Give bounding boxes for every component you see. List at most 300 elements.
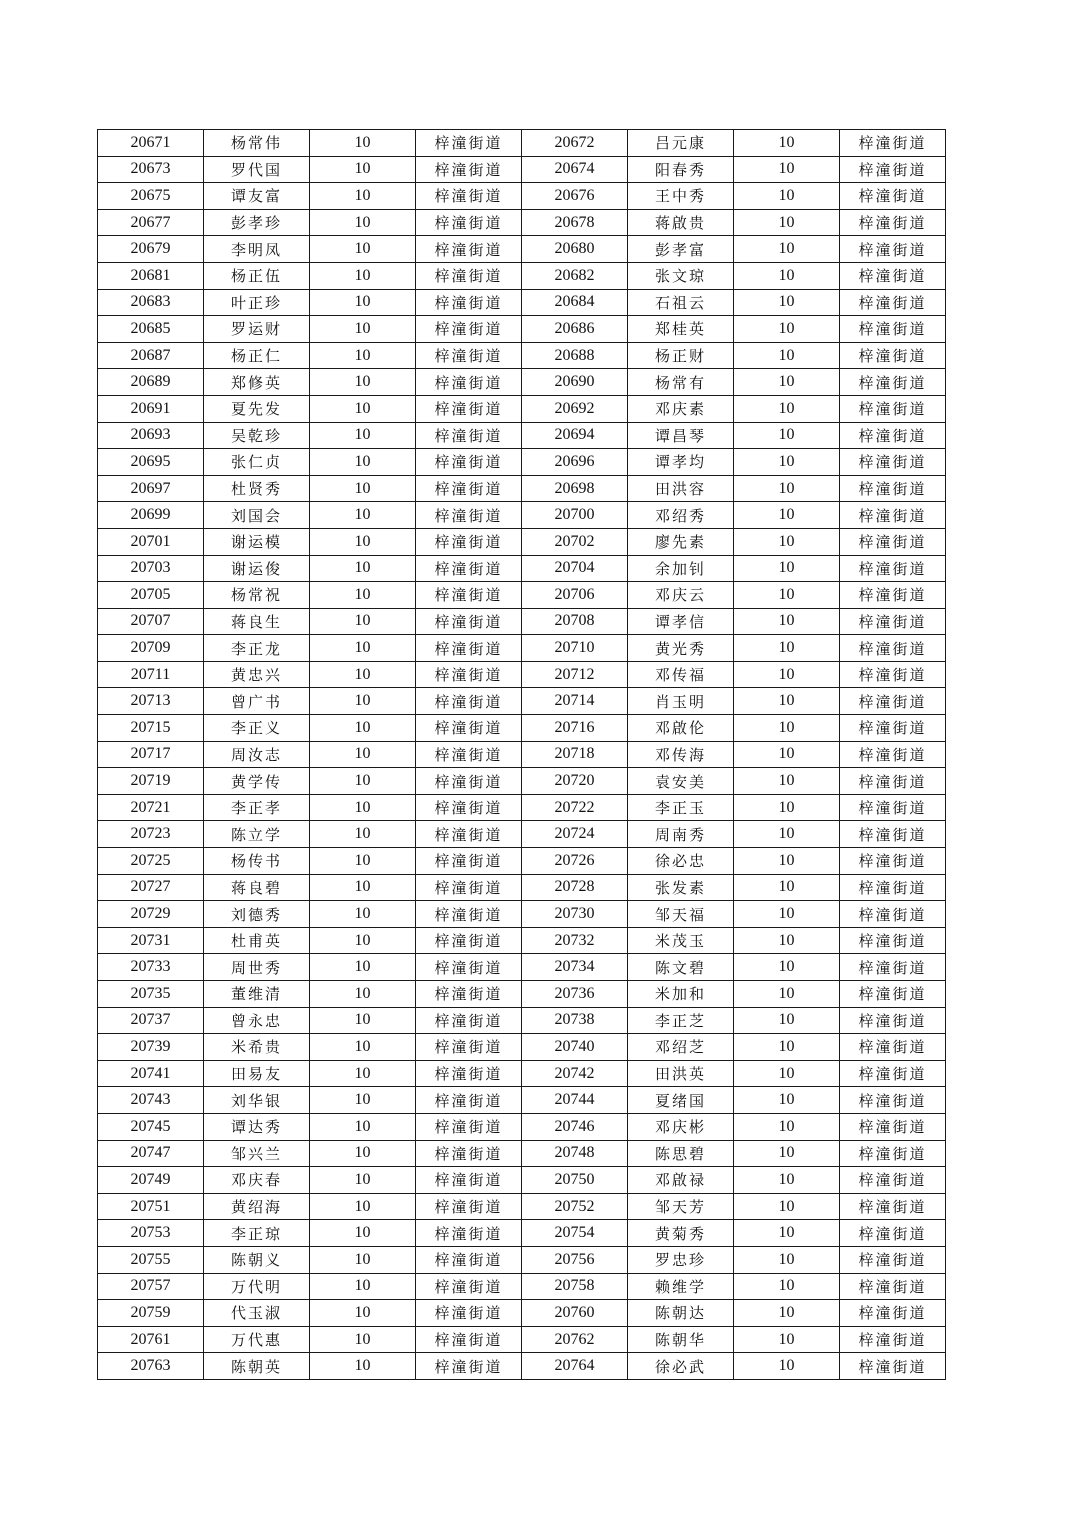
table-row	[98, 1034, 946, 1061]
cell-district: 梓潼街道	[840, 608, 946, 635]
cell-amount: 10	[310, 183, 416, 210]
cell-amount: 10	[734, 715, 840, 742]
cell-num: 20671	[98, 130, 204, 157]
cell-district: 梓潼街道	[840, 954, 946, 981]
cell-num: 20703	[98, 555, 204, 582]
table-row	[98, 316, 946, 343]
cell-name: 黄菊秀	[628, 1220, 734, 1247]
cell-district: 梓潼街道	[840, 1167, 946, 1194]
cell-amount: 10	[310, 874, 416, 901]
cell-district: 梓潼街道	[416, 1007, 522, 1034]
cell-num: 20690	[522, 369, 628, 396]
cell-district: 梓潼街道	[840, 794, 946, 821]
cell-amount: 10	[310, 262, 416, 289]
cell-num: 20715	[98, 715, 204, 742]
cell-num: 20745	[98, 1113, 204, 1140]
cell-amount: 10	[734, 130, 840, 157]
cell-district: 梓潼街道	[840, 449, 946, 476]
cell-district: 梓潼街道	[416, 130, 522, 157]
cell-district: 梓潼街道	[840, 635, 946, 662]
cell-amount: 10	[310, 661, 416, 688]
cell-name: 彭孝富	[628, 236, 734, 263]
cell-amount: 10	[734, 1326, 840, 1353]
cell-num: 20679	[98, 236, 204, 263]
table-row	[98, 262, 946, 289]
cell-district: 梓潼街道	[840, 475, 946, 502]
cell-amount: 10	[310, 794, 416, 821]
cell-num: 20763	[98, 1353, 204, 1380]
cell-num: 20709	[98, 635, 204, 662]
cell-amount: 10	[310, 608, 416, 635]
cell-amount: 10	[310, 1326, 416, 1353]
table-row	[98, 1246, 946, 1273]
cell-district: 梓潼街道	[840, 1087, 946, 1114]
cell-district: 梓潼街道	[416, 1167, 522, 1194]
cell-amount: 10	[734, 1220, 840, 1247]
cell-amount: 10	[310, 1193, 416, 1220]
cell-district: 梓潼街道	[840, 528, 946, 555]
table-row	[98, 608, 946, 635]
cell-district: 梓潼街道	[840, 927, 946, 954]
cell-district: 梓潼街道	[840, 741, 946, 768]
table-row	[98, 874, 946, 901]
cell-district: 梓潼街道	[416, 635, 522, 662]
table-row	[98, 1167, 946, 1194]
cell-num: 20694	[522, 422, 628, 449]
cell-name: 万代明	[204, 1273, 310, 1300]
cell-district: 梓潼街道	[840, 1113, 946, 1140]
cell-amount: 10	[734, 901, 840, 928]
table-row	[98, 183, 946, 210]
cell-num: 20733	[98, 954, 204, 981]
cell-name: 陈朝达	[628, 1300, 734, 1327]
cell-name: 邓庆春	[204, 1167, 310, 1194]
table-row	[98, 395, 946, 422]
cell-name: 杨正财	[628, 342, 734, 369]
cell-district: 梓潼街道	[840, 1007, 946, 1034]
cell-amount: 10	[734, 289, 840, 316]
table-row	[98, 1273, 946, 1300]
cell-num: 20691	[98, 395, 204, 422]
cell-name: 刘国会	[204, 502, 310, 529]
table-row	[98, 794, 946, 821]
cell-amount: 10	[310, 901, 416, 928]
cell-num: 20686	[522, 316, 628, 343]
cell-amount: 10	[734, 528, 840, 555]
cell-district: 梓潼街道	[840, 1326, 946, 1353]
cell-district: 梓潼街道	[416, 156, 522, 183]
cell-district: 梓潼街道	[840, 661, 946, 688]
cell-amount: 10	[310, 1273, 416, 1300]
cell-district: 梓潼街道	[416, 342, 522, 369]
cell-num: 20675	[98, 183, 204, 210]
cell-name: 谭孝信	[628, 608, 734, 635]
cell-name: 廖先素	[628, 528, 734, 555]
cell-name: 代玉淑	[204, 1300, 310, 1327]
table-row	[98, 821, 946, 848]
cell-district: 梓潼街道	[416, 608, 522, 635]
table-row	[98, 209, 946, 236]
cell-amount: 10	[310, 130, 416, 157]
cell-num: 20699	[98, 502, 204, 529]
cell-name: 邓传海	[628, 741, 734, 768]
table-row	[98, 475, 946, 502]
cell-district: 梓潼街道	[840, 1034, 946, 1061]
cell-num: 20714	[522, 688, 628, 715]
cell-district: 梓潼街道	[416, 901, 522, 928]
cell-district: 梓潼街道	[416, 848, 522, 875]
cell-amount: 10	[734, 1193, 840, 1220]
cell-num: 20756	[522, 1246, 628, 1273]
cell-amount: 10	[310, 1167, 416, 1194]
cell-name: 邓庆云	[628, 582, 734, 609]
cell-district: 梓潼街道	[840, 502, 946, 529]
cell-num: 20759	[98, 1300, 204, 1327]
cell-name: 邓传福	[628, 661, 734, 688]
cell-district: 梓潼街道	[840, 395, 946, 422]
cell-num: 20749	[98, 1167, 204, 1194]
table-row	[98, 927, 946, 954]
cell-district: 梓潼街道	[416, 449, 522, 476]
cell-district: 梓潼街道	[416, 768, 522, 795]
cell-district: 梓潼街道	[840, 289, 946, 316]
table-row	[98, 502, 946, 529]
cell-amount: 10	[734, 981, 840, 1008]
cell-district: 梓潼街道	[416, 1193, 522, 1220]
cell-district: 梓潼街道	[416, 528, 522, 555]
cell-amount: 10	[734, 848, 840, 875]
cell-num: 20725	[98, 848, 204, 875]
cell-amount: 10	[310, 981, 416, 1008]
cell-name: 刘华银	[204, 1087, 310, 1114]
cell-num: 20723	[98, 821, 204, 848]
cell-name: 杜甫英	[204, 927, 310, 954]
cell-district: 梓潼街道	[416, 316, 522, 343]
cell-num: 20755	[98, 1246, 204, 1273]
cell-num: 20742	[522, 1060, 628, 1087]
cell-name: 邓绍芝	[628, 1034, 734, 1061]
roster-body	[98, 130, 946, 1380]
cell-amount: 10	[734, 1167, 840, 1194]
cell-num: 20752	[522, 1193, 628, 1220]
cell-district: 梓潼街道	[416, 1220, 522, 1247]
cell-amount: 10	[310, 502, 416, 529]
cell-name: 张文琼	[628, 262, 734, 289]
cell-amount: 10	[734, 661, 840, 688]
cell-name: 李正义	[204, 715, 310, 742]
table-row	[98, 236, 946, 263]
cell-name: 陈朝华	[628, 1326, 734, 1353]
cell-amount: 10	[310, 1060, 416, 1087]
cell-district: 梓潼街道	[416, 1113, 522, 1140]
cell-name: 田易友	[204, 1060, 310, 1087]
cell-num: 20702	[522, 528, 628, 555]
cell-num: 20732	[522, 927, 628, 954]
cell-amount: 10	[310, 395, 416, 422]
cell-amount: 10	[734, 475, 840, 502]
table-row	[98, 981, 946, 1008]
cell-num: 20736	[522, 981, 628, 1008]
table-row	[98, 449, 946, 476]
cell-district: 梓潼街道	[416, 794, 522, 821]
cell-name: 周南秀	[628, 821, 734, 848]
cell-num: 20706	[522, 582, 628, 609]
cell-name: 蒋良碧	[204, 874, 310, 901]
cell-num: 20687	[98, 342, 204, 369]
cell-amount: 10	[734, 954, 840, 981]
table-row	[98, 1300, 946, 1327]
cell-amount: 10	[734, 422, 840, 449]
cell-district: 梓潼街道	[416, 502, 522, 529]
cell-amount: 10	[734, 794, 840, 821]
cell-name: 陈文碧	[628, 954, 734, 981]
table-row	[98, 741, 946, 768]
cell-amount: 10	[310, 156, 416, 183]
cell-district: 梓潼街道	[840, 848, 946, 875]
cell-name: 李正芝	[628, 1007, 734, 1034]
cell-amount: 10	[310, 1087, 416, 1114]
table-row	[98, 1193, 946, 1220]
cell-num: 20753	[98, 1220, 204, 1247]
cell-name: 邹兴兰	[204, 1140, 310, 1167]
cell-name: 米茂玉	[628, 927, 734, 954]
cell-name: 石祖云	[628, 289, 734, 316]
cell-num: 20735	[98, 981, 204, 1008]
cell-amount: 10	[310, 369, 416, 396]
cell-amount: 10	[734, 1087, 840, 1114]
cell-amount: 10	[310, 768, 416, 795]
cell-district: 梓潼街道	[840, 555, 946, 582]
cell-district: 梓潼街道	[840, 715, 946, 742]
cell-amount: 10	[734, 342, 840, 369]
cell-district: 梓潼街道	[840, 1193, 946, 1220]
cell-amount: 10	[310, 1034, 416, 1061]
cell-name: 王中秀	[628, 183, 734, 210]
cell-num: 20734	[522, 954, 628, 981]
cell-num: 20672	[522, 130, 628, 157]
cell-name: 邓绍秀	[628, 502, 734, 529]
cell-num: 20717	[98, 741, 204, 768]
cell-num: 20737	[98, 1007, 204, 1034]
table-row	[98, 130, 946, 157]
cell-num: 20680	[522, 236, 628, 263]
cell-num: 20681	[98, 262, 204, 289]
cell-num: 20747	[98, 1140, 204, 1167]
table-row	[98, 901, 946, 928]
cell-amount: 10	[734, 395, 840, 422]
cell-amount: 10	[734, 369, 840, 396]
cell-district: 梓潼街道	[840, 156, 946, 183]
table-row	[98, 1326, 946, 1353]
cell-district: 梓潼街道	[840, 688, 946, 715]
cell-amount: 10	[734, 741, 840, 768]
cell-amount: 10	[734, 262, 840, 289]
cell-district: 梓潼街道	[416, 954, 522, 981]
cell-district: 梓潼街道	[416, 1326, 522, 1353]
cell-amount: 10	[734, 1034, 840, 1061]
cell-num: 20748	[522, 1140, 628, 1167]
cell-name: 蒋啟贵	[628, 209, 734, 236]
cell-district: 梓潼街道	[840, 422, 946, 449]
cell-amount: 10	[734, 1246, 840, 1273]
table-row	[98, 635, 946, 662]
cell-num: 20761	[98, 1326, 204, 1353]
cell-district: 梓潼街道	[416, 209, 522, 236]
cell-name: 李正孝	[204, 794, 310, 821]
cell-district: 梓潼街道	[416, 475, 522, 502]
cell-name: 陈朝英	[204, 1353, 310, 1380]
cell-num: 20696	[522, 449, 628, 476]
cell-amount: 10	[734, 449, 840, 476]
cell-num: 20701	[98, 528, 204, 555]
cell-num: 20713	[98, 688, 204, 715]
cell-num: 20727	[98, 874, 204, 901]
cell-num: 20697	[98, 475, 204, 502]
cell-num: 20750	[522, 1167, 628, 1194]
cell-num: 20722	[522, 794, 628, 821]
cell-num: 20754	[522, 1220, 628, 1247]
table-row	[98, 1140, 946, 1167]
cell-district: 梓潼街道	[416, 821, 522, 848]
cell-num: 20744	[522, 1087, 628, 1114]
cell-amount: 10	[310, 821, 416, 848]
cell-amount: 10	[734, 768, 840, 795]
cell-amount: 10	[734, 1353, 840, 1380]
table-row	[98, 1060, 946, 1087]
cell-amount: 10	[310, 528, 416, 555]
cell-district: 梓潼街道	[840, 130, 946, 157]
cell-amount: 10	[310, 741, 416, 768]
cell-name: 米希贵	[204, 1034, 310, 1061]
cell-num: 20731	[98, 927, 204, 954]
cell-name: 张发素	[628, 874, 734, 901]
cell-amount: 10	[310, 954, 416, 981]
table-row	[98, 1087, 946, 1114]
cell-amount: 10	[734, 183, 840, 210]
cell-num: 20743	[98, 1087, 204, 1114]
cell-name: 杨正伍	[204, 262, 310, 289]
cell-name: 黄绍海	[204, 1193, 310, 1220]
cell-amount: 10	[734, 502, 840, 529]
cell-amount: 10	[310, 449, 416, 476]
cell-amount: 10	[734, 156, 840, 183]
cell-name: 杨常伟	[204, 130, 310, 157]
cell-district: 梓潼街道	[840, 1273, 946, 1300]
cell-name: 黄光秀	[628, 635, 734, 662]
cell-amount: 10	[310, 1220, 416, 1247]
cell-district: 梓潼街道	[416, 183, 522, 210]
cell-district: 梓潼街道	[416, 555, 522, 582]
cell-num: 20751	[98, 1193, 204, 1220]
cell-name: 赖维学	[628, 1273, 734, 1300]
cell-name: 田洪英	[628, 1060, 734, 1087]
cell-num: 20700	[522, 502, 628, 529]
cell-district: 梓潼街道	[416, 1300, 522, 1327]
cell-num: 20705	[98, 582, 204, 609]
cell-district: 梓潼街道	[416, 422, 522, 449]
table-row	[98, 156, 946, 183]
cell-name: 阳春秀	[628, 156, 734, 183]
cell-district: 梓潼街道	[840, 1353, 946, 1380]
cell-district: 梓潼街道	[840, 316, 946, 343]
cell-name: 杨正仁	[204, 342, 310, 369]
cell-num: 20707	[98, 608, 204, 635]
cell-amount: 10	[310, 316, 416, 343]
cell-amount: 10	[734, 316, 840, 343]
cell-district: 梓潼街道	[416, 1353, 522, 1380]
cell-name: 黄忠兴	[204, 661, 310, 688]
cell-name: 谭友富	[204, 183, 310, 210]
cell-name: 叶正珍	[204, 289, 310, 316]
cell-amount: 10	[310, 1300, 416, 1327]
cell-amount: 10	[734, 927, 840, 954]
cell-name: 罗忠珍	[628, 1246, 734, 1273]
table-row	[98, 954, 946, 981]
cell-amount: 10	[734, 1273, 840, 1300]
cell-name: 周汝志	[204, 741, 310, 768]
cell-district: 梓潼街道	[416, 927, 522, 954]
table-row	[98, 582, 946, 609]
cell-name: 陈立学	[204, 821, 310, 848]
cell-amount: 10	[310, 289, 416, 316]
table-row	[98, 555, 946, 582]
cell-num: 20721	[98, 794, 204, 821]
cell-amount: 10	[734, 1113, 840, 1140]
cell-amount: 10	[310, 688, 416, 715]
cell-num: 20719	[98, 768, 204, 795]
cell-district: 梓潼街道	[840, 874, 946, 901]
cell-district: 梓潼街道	[840, 369, 946, 396]
table-row	[98, 715, 946, 742]
table-row	[98, 688, 946, 715]
cell-num: 20676	[522, 183, 628, 210]
cell-num: 20757	[98, 1273, 204, 1300]
cell-amount: 10	[310, 209, 416, 236]
cell-district: 梓潼街道	[416, 1087, 522, 1114]
cell-district: 梓潼街道	[840, 1220, 946, 1247]
cell-amount: 10	[734, 874, 840, 901]
cell-num: 20728	[522, 874, 628, 901]
cell-name: 徐必忠	[628, 848, 734, 875]
cell-amount: 10	[734, 688, 840, 715]
cell-amount: 10	[310, 715, 416, 742]
cell-name: 肖玉明	[628, 688, 734, 715]
cell-amount: 10	[310, 1246, 416, 1273]
table-row	[98, 528, 946, 555]
cell-name: 陈思碧	[628, 1140, 734, 1167]
table-row	[98, 422, 946, 449]
cell-num: 20712	[522, 661, 628, 688]
cell-name: 蒋良生	[204, 608, 310, 635]
cell-name: 邓啟禄	[628, 1167, 734, 1194]
cell-district: 梓潼街道	[416, 289, 522, 316]
cell-name: 米加和	[628, 981, 734, 1008]
cell-name: 邓啟伦	[628, 715, 734, 742]
cell-num: 20677	[98, 209, 204, 236]
cell-name: 邹天芳	[628, 1193, 734, 1220]
cell-num: 20685	[98, 316, 204, 343]
cell-district: 梓潼街道	[416, 1246, 522, 1273]
cell-district: 梓潼街道	[416, 1273, 522, 1300]
cell-district: 梓潼街道	[416, 715, 522, 742]
cell-amount: 10	[310, 1007, 416, 1034]
cell-amount: 10	[310, 1113, 416, 1140]
cell-num: 20729	[98, 901, 204, 928]
cell-num: 20698	[522, 475, 628, 502]
table-row	[98, 1220, 946, 1247]
cell-num: 20684	[522, 289, 628, 316]
cell-amount: 10	[734, 209, 840, 236]
